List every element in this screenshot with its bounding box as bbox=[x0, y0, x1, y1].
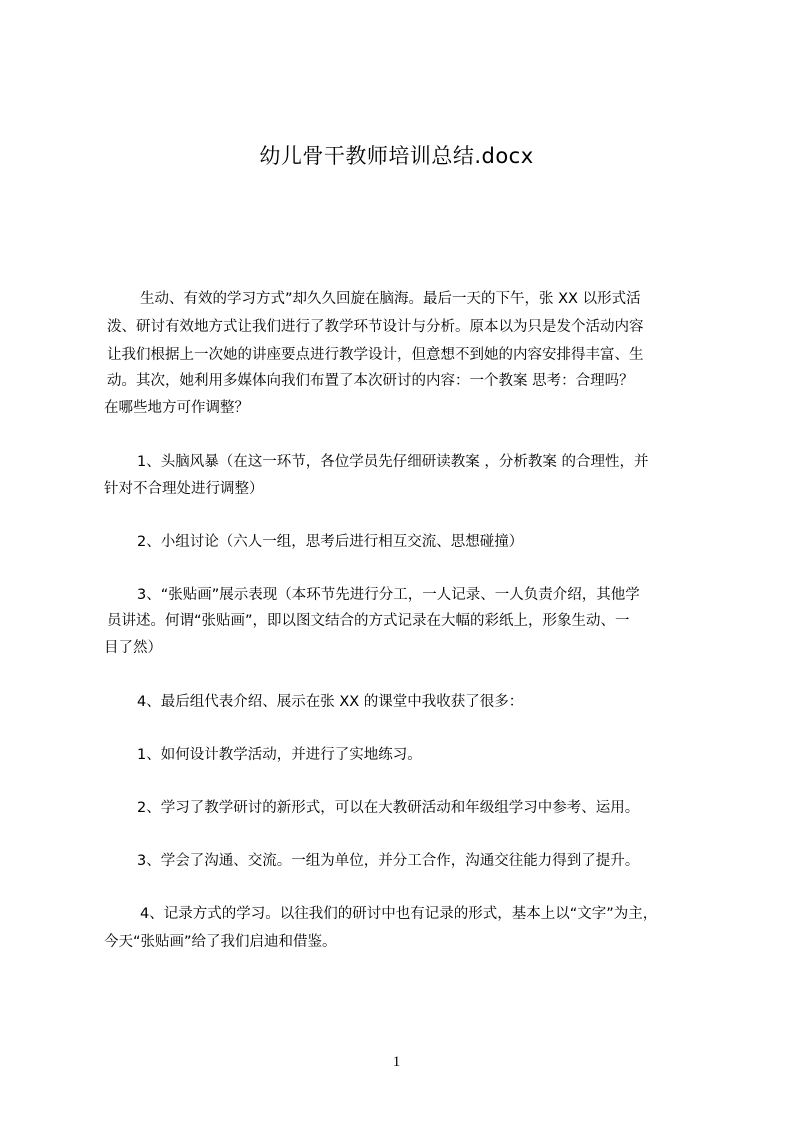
paragraph-5-line-1: 4、最后组代表介绍、展示在张 XX 的课堂中我收获了很多： bbox=[137, 694, 524, 710]
paragraph-4-line-2: 员讲述。何谓“张贴画”，即以图文结合的方式记录在大幅的彩纸上，形象生动、一 bbox=[107, 613, 630, 629]
document-title: 幼儿骨干教师培训总结.docx bbox=[259, 144, 534, 168]
paragraph-1-line-1: 生动、有效的学习方式”却久久回旋在脑海。最后一天的下午，张 XX 以形式活 bbox=[140, 291, 641, 307]
paragraph-4-line-1: 3、“张贴画”展示表现（本环节先进行分工，一人记录、一人负责介绍，其他学 bbox=[137, 587, 640, 603]
paragraph-1-line-2: 泼、研讨有效地方式让我们进行了教学环节设计与分析。原本以为只是发个活动内容 bbox=[107, 319, 644, 335]
paragraph-2-line-2: 针对不合理处进行调整） bbox=[104, 481, 264, 497]
paragraph-7-line-1: 2、学习了教学研讨的新形式，可以在大教研活动和年级组学习中参考、运用。 bbox=[137, 800, 640, 816]
paragraph-1-line-5: 在哪些地方可作调整？ bbox=[104, 400, 249, 416]
paragraph-8-line-1: 3、学会了沟通、交流。一组为单位，并分工合作，沟通交往能力得到了提升。 bbox=[137, 853, 640, 869]
page-number: 1 bbox=[392, 1054, 401, 1070]
paragraph-9-line-2: 今天“张贴画”给了我们启迪和借鉴。 bbox=[104, 934, 337, 950]
paragraph-1-line-4: 动。其次，她利用多媒体向我们布置了本次研讨的内容：一个教案 思考：合理吗？ bbox=[107, 373, 634, 389]
paragraph-1-line-3: 让我们根据上一次她的讲座要点进行教学设计，但意想不到她的内容安排得丰富、生 bbox=[107, 347, 644, 363]
paragraph-6-line-1: 1、如何设计教学活动，并进行了实地练习。 bbox=[137, 747, 422, 763]
paragraph-3-line-1: 2、小组讨论（六人一组，思考后进行相互交流、思想碰撞） bbox=[137, 534, 524, 550]
paragraph-2-line-1: 1、头脑风暴（在这一环节，各位学员先仔细研读教案 ，分析教案 的合理性，并 bbox=[137, 454, 649, 470]
paragraph-9-line-1: 4、记录方式的学习。以往我们的研讨中也有记录的形式，基本上以“文字”为主， bbox=[140, 906, 658, 922]
paragraph-4-line-3: 目了然） bbox=[104, 640, 162, 656]
